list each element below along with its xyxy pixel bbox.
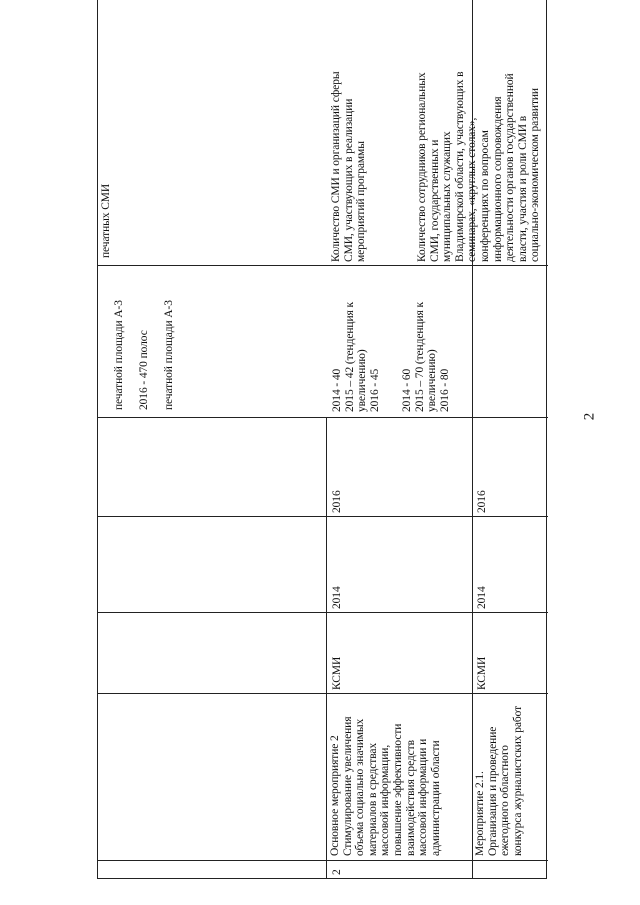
row2-indicator-values: 2014 - 40 2015 – 42 (тенденция к увеличению) 2016 - 45 [331,302,381,412]
row3-end-year: 2016 [476,490,488,513]
column-divider [98,265,548,266]
row2-executor: КСМИ [331,656,343,690]
row2-number: 2 [331,869,343,875]
row1-indicator-name: печатных СМИ [100,183,112,258]
indicator-value-line: печатной площади А-3 [162,300,175,410]
row2-measure: Основное мероприятие 2 Стимулирование увеличения объема социально значимых материалов в средствах массовой информации, повышение эффективности взаимодействия средств массовой информации и администрации области [329,716,442,856]
column-divider [98,417,548,418]
row3-indicator-name: Количество сотрудников региональных СМИ, государственных и муниципальных служащих Владимирской области, участвующих в семинарах, «круглых столах», конференциях по вопросам информационного сопровождения деятельности органов государственной власти, участия и роли СМИ в социально-экономическом развитии [416,71,542,262]
row3-indicator-values: 2014 - 60 2015 – 70 (тенденция к увеличению) 2016 - 80 [401,302,451,412]
indicator-value-line: печатной площади А-3 [112,300,125,410]
page-number: 2 [581,412,598,421]
column-divider [98,612,548,613]
program-table [97,0,547,879]
row2-end-year: 2016 [331,490,343,513]
row2-indicator-name: Количество СМИ и организаций сферы СМИ, участвующих в реализации мероприятий программы [330,71,368,262]
column-divider [98,860,548,861]
row1-indicator-values [100,270,188,410]
row-divider [326,418,327,878]
column-divider [98,516,548,517]
row3-start-year: 2014 [476,586,488,609]
row3-executor: КСМИ [476,656,488,690]
row3-measure: Мероприятие 2.1. Организация и проведение ежегодного областного конкурса журналистских работ [474,705,524,856]
indicator-value-line: 2016 - 470 полос [137,330,150,410]
row2-start-year: 2014 [331,586,343,609]
